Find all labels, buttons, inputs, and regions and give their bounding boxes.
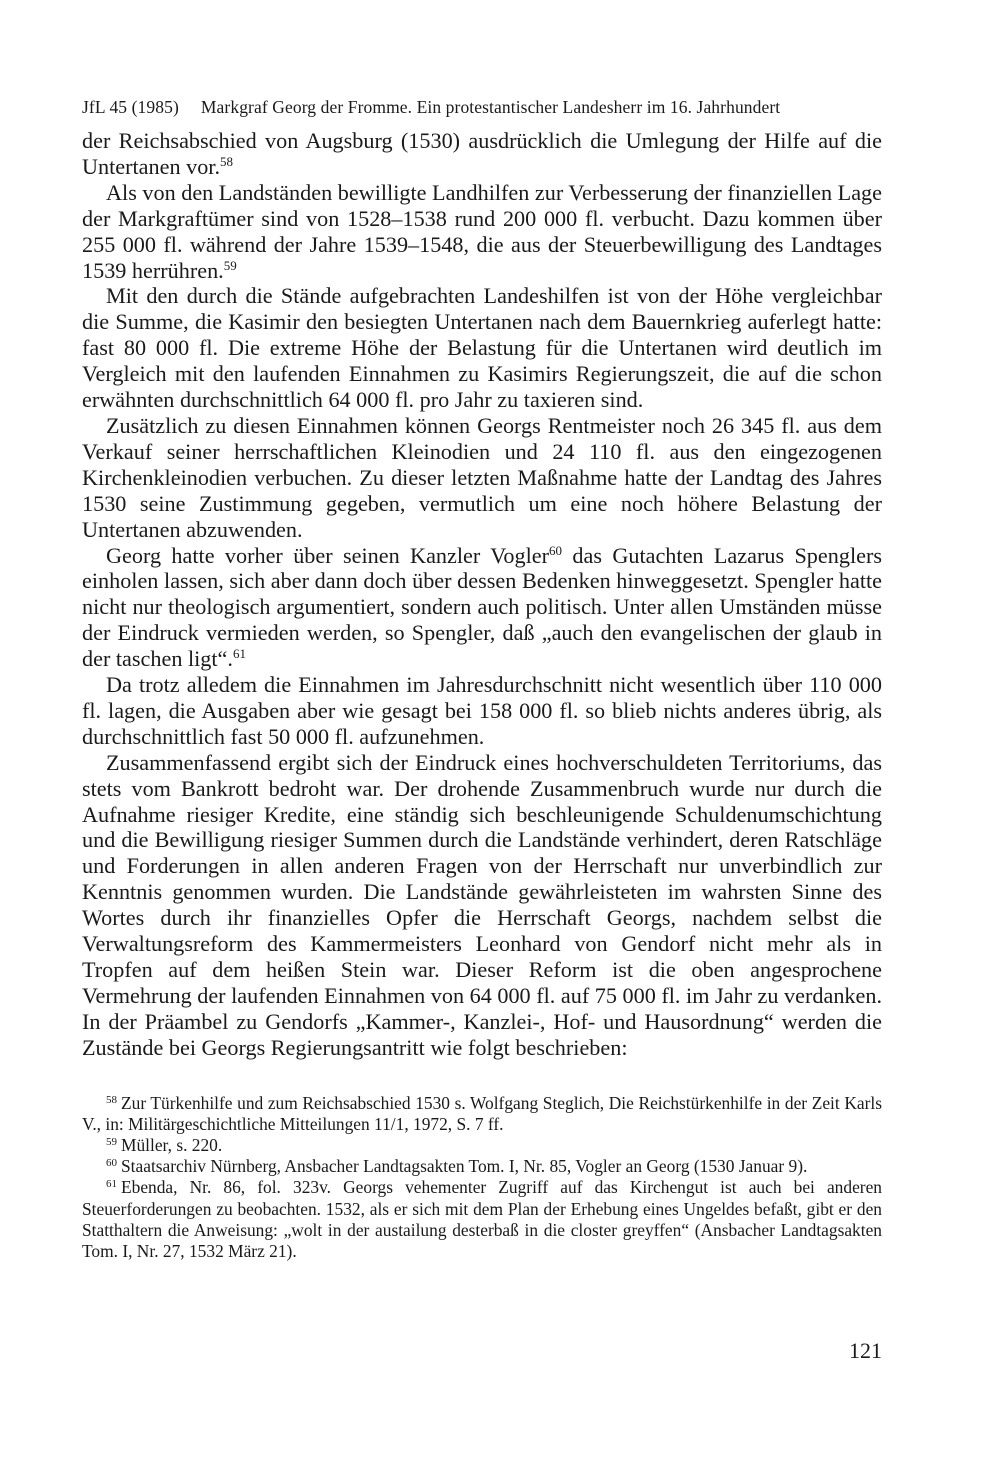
footnote-reference[interactable]: 59 xyxy=(223,257,237,273)
page-number: 121 xyxy=(849,1338,882,1363)
footnote-number: 58 xyxy=(106,1093,117,1106)
footnote-text: Ebenda, Nr. 86, fol. 323v. Georgs vehementer Zugriff auf das Kirchengut ist auch bei anderen Steuerforderungen zu beobachten. 1532, als er sich mit dem Plan der Erhebung eines Ungeldes befaßt, gibt er den Statthaltern die Anweisung: „wolt in der austailung desterbaß in die closter greyffen“ (Ansbacher Landtagsakten Tom. I, Nr. 27, 1532 März 21). xyxy=(82,1177,882,1262)
footnote xyxy=(82,1135,882,1156)
footnote-reference[interactable]: 61 xyxy=(232,646,246,662)
footnotes xyxy=(82,1093,882,1263)
paragraph xyxy=(82,180,882,284)
footnote-reference[interactable]: 58 xyxy=(220,153,234,169)
paragraph-text: Zusätzlich zu diesen Einnahmen können Georgs Rentmeister noch 26 345 fl. aus dem Verkauf seiner herrschaftlichen Kleinodien und 24 110 fl. aus den eingezogenen Kirchenkleinodien verbuchen. Zu dieser letzten Maßnahme hatte der Landtag des Jahres 1530 seine Zustimmung gegeben, vermutlich um eine noch höhere Belastung der Untertanen abzuwenden. xyxy=(82,412,882,542)
journal-reference: JfL 45 (1985) xyxy=(82,97,179,117)
footnote-text: Müller, s. 220. xyxy=(121,1135,223,1156)
paragraph-text: Als von den Landständen bewilligte Landhilfen zur Verbesserung der finanziellen Lage der Markgraftümer sind von 1528–1538 rund 200 000 fl. verbucht. Dazu kommen über 255 000 fl. während der Jahre 1539–1548, die aus der Steuerbewilligung des Landtages 1539 herrühren. xyxy=(82,179,882,283)
paragraph xyxy=(82,750,882,1061)
footnote-text: Zur Türkenhilfe und zum Reichsabschied 1530 s. Wolfgang Steglich, Die Reichstürkenhilfe in der Zeit Karls V., in: Militärgeschichtliche Mitteilungen 11/1, 1972, S. 7 ff. xyxy=(82,1092,882,1134)
footnote xyxy=(82,1156,882,1177)
footnote-text: Staatsarchiv Nürnberg, Ansbacher Landtagsakten Tom. I, Nr. 85, Vogler an Georg (1530 Januar 9). xyxy=(121,1156,808,1177)
document-page xyxy=(82,96,882,1262)
footnote xyxy=(82,1093,882,1135)
paragraph xyxy=(82,413,882,543)
paragraph xyxy=(82,672,882,750)
body-text xyxy=(82,128,882,1061)
paragraph-text: Zusammenfassend ergibt sich der Eindruck eines hochverschuldeten Territoriums, das stets vom Bankrott bedroht war. Der drohende Zusammenbruch wurde nur durch die Aufnahme riesiger Kredite, eine ständig sich beschleunigende Schuldenumschichtung und die Bewilligung riesiger Summen durch die Landstände verhindert, deren Ratschläge und Forderungen in allen anderen Fragen von der Herrschaft nur unverbindlich zur Kenntnis genommen wurden. Die Landstände gewährleisteten im wahrsten Sinne des Wortes durch ihr finanzielles Opfer die Herrschaft Georgs, nachdem selbst die Verwaltungsreform des Kammermeisters Leonhard von Gendorf nicht mehr als in Tropfen auf dem heißen Stein war. Dieser Reform ist die oben angesprochene Vermehrung der laufenden Einnahmen von 64 000 fl. auf 75 000 fl. im Jahr zu verdanken. In der Präambel zu Gendorfs „Kammer-, Kanzlei-, Hof- und Hausordnung“ werden die Zustände bei Georgs Regierungsantritt wie folgt beschrieben: xyxy=(82,749,882,1060)
paragraph-text: das Gutachten Lazarus Spenglers einholen lassen, sich aber dann doch über dessen Bedenken hinweggesetzt. Spengler hatte nicht nur theologisch argumentiert, sondern auch politisch. Unter allen Umständen müsse der Eindruck vermieden werden, so Spengler, daß „auch den evangelischen der glaub in der taschen ligt“. xyxy=(82,542,882,672)
footnote xyxy=(82,1177,882,1262)
paragraph xyxy=(82,283,882,413)
footnote-number: 61 xyxy=(106,1178,117,1191)
paragraph xyxy=(82,543,882,673)
footnote-number: 60 xyxy=(106,1157,117,1170)
running-title: Markgraf Georg der Fromme. Ein protestantischer Landesherr im 16. Jahrhundert xyxy=(200,97,781,117)
footnote-reference[interactable]: 60 xyxy=(549,542,562,558)
footnote-number: 59 xyxy=(106,1136,117,1149)
paragraph-text: Georg hatte vorher über seinen Kanzler Vogler xyxy=(106,542,549,568)
paragraph-text: der Reichsabschied von Augsburg (1530) ausdrücklich die Umlegung der Hilfe auf die Untertanen vor. xyxy=(82,128,882,179)
running-header xyxy=(82,96,882,118)
paragraph-text: Mit den durch die Stände aufgebrachten Landeshilfen ist von der Höhe vergleichbar die Summe, die Kasimir den besiegten Untertanen nach dem Bauernkrieg auferlegt hatte: fast 80 000 fl. Die extreme Höhe der Belastung für die Untertanen wird deutlich im Vergleich mit den laufenden Einnahmen zu Kasimirs Regierungszeit, die auf die schon erwähnten durchschnittlich 64 000 fl. pro Jahr zu taxieren sind. xyxy=(82,283,882,413)
paragraph-text: Da trotz alledem die Einnahmen im Jahresdurchschnitt nicht wesentlich über 110 000 fl. lagen, die Ausgaben aber wie gesagt bei 158 000 fl. so blieb nichts anderes übrig, als durchschnittlich fast 50 000 fl. aufzunehmen. xyxy=(82,672,882,749)
paragraph xyxy=(82,128,882,180)
